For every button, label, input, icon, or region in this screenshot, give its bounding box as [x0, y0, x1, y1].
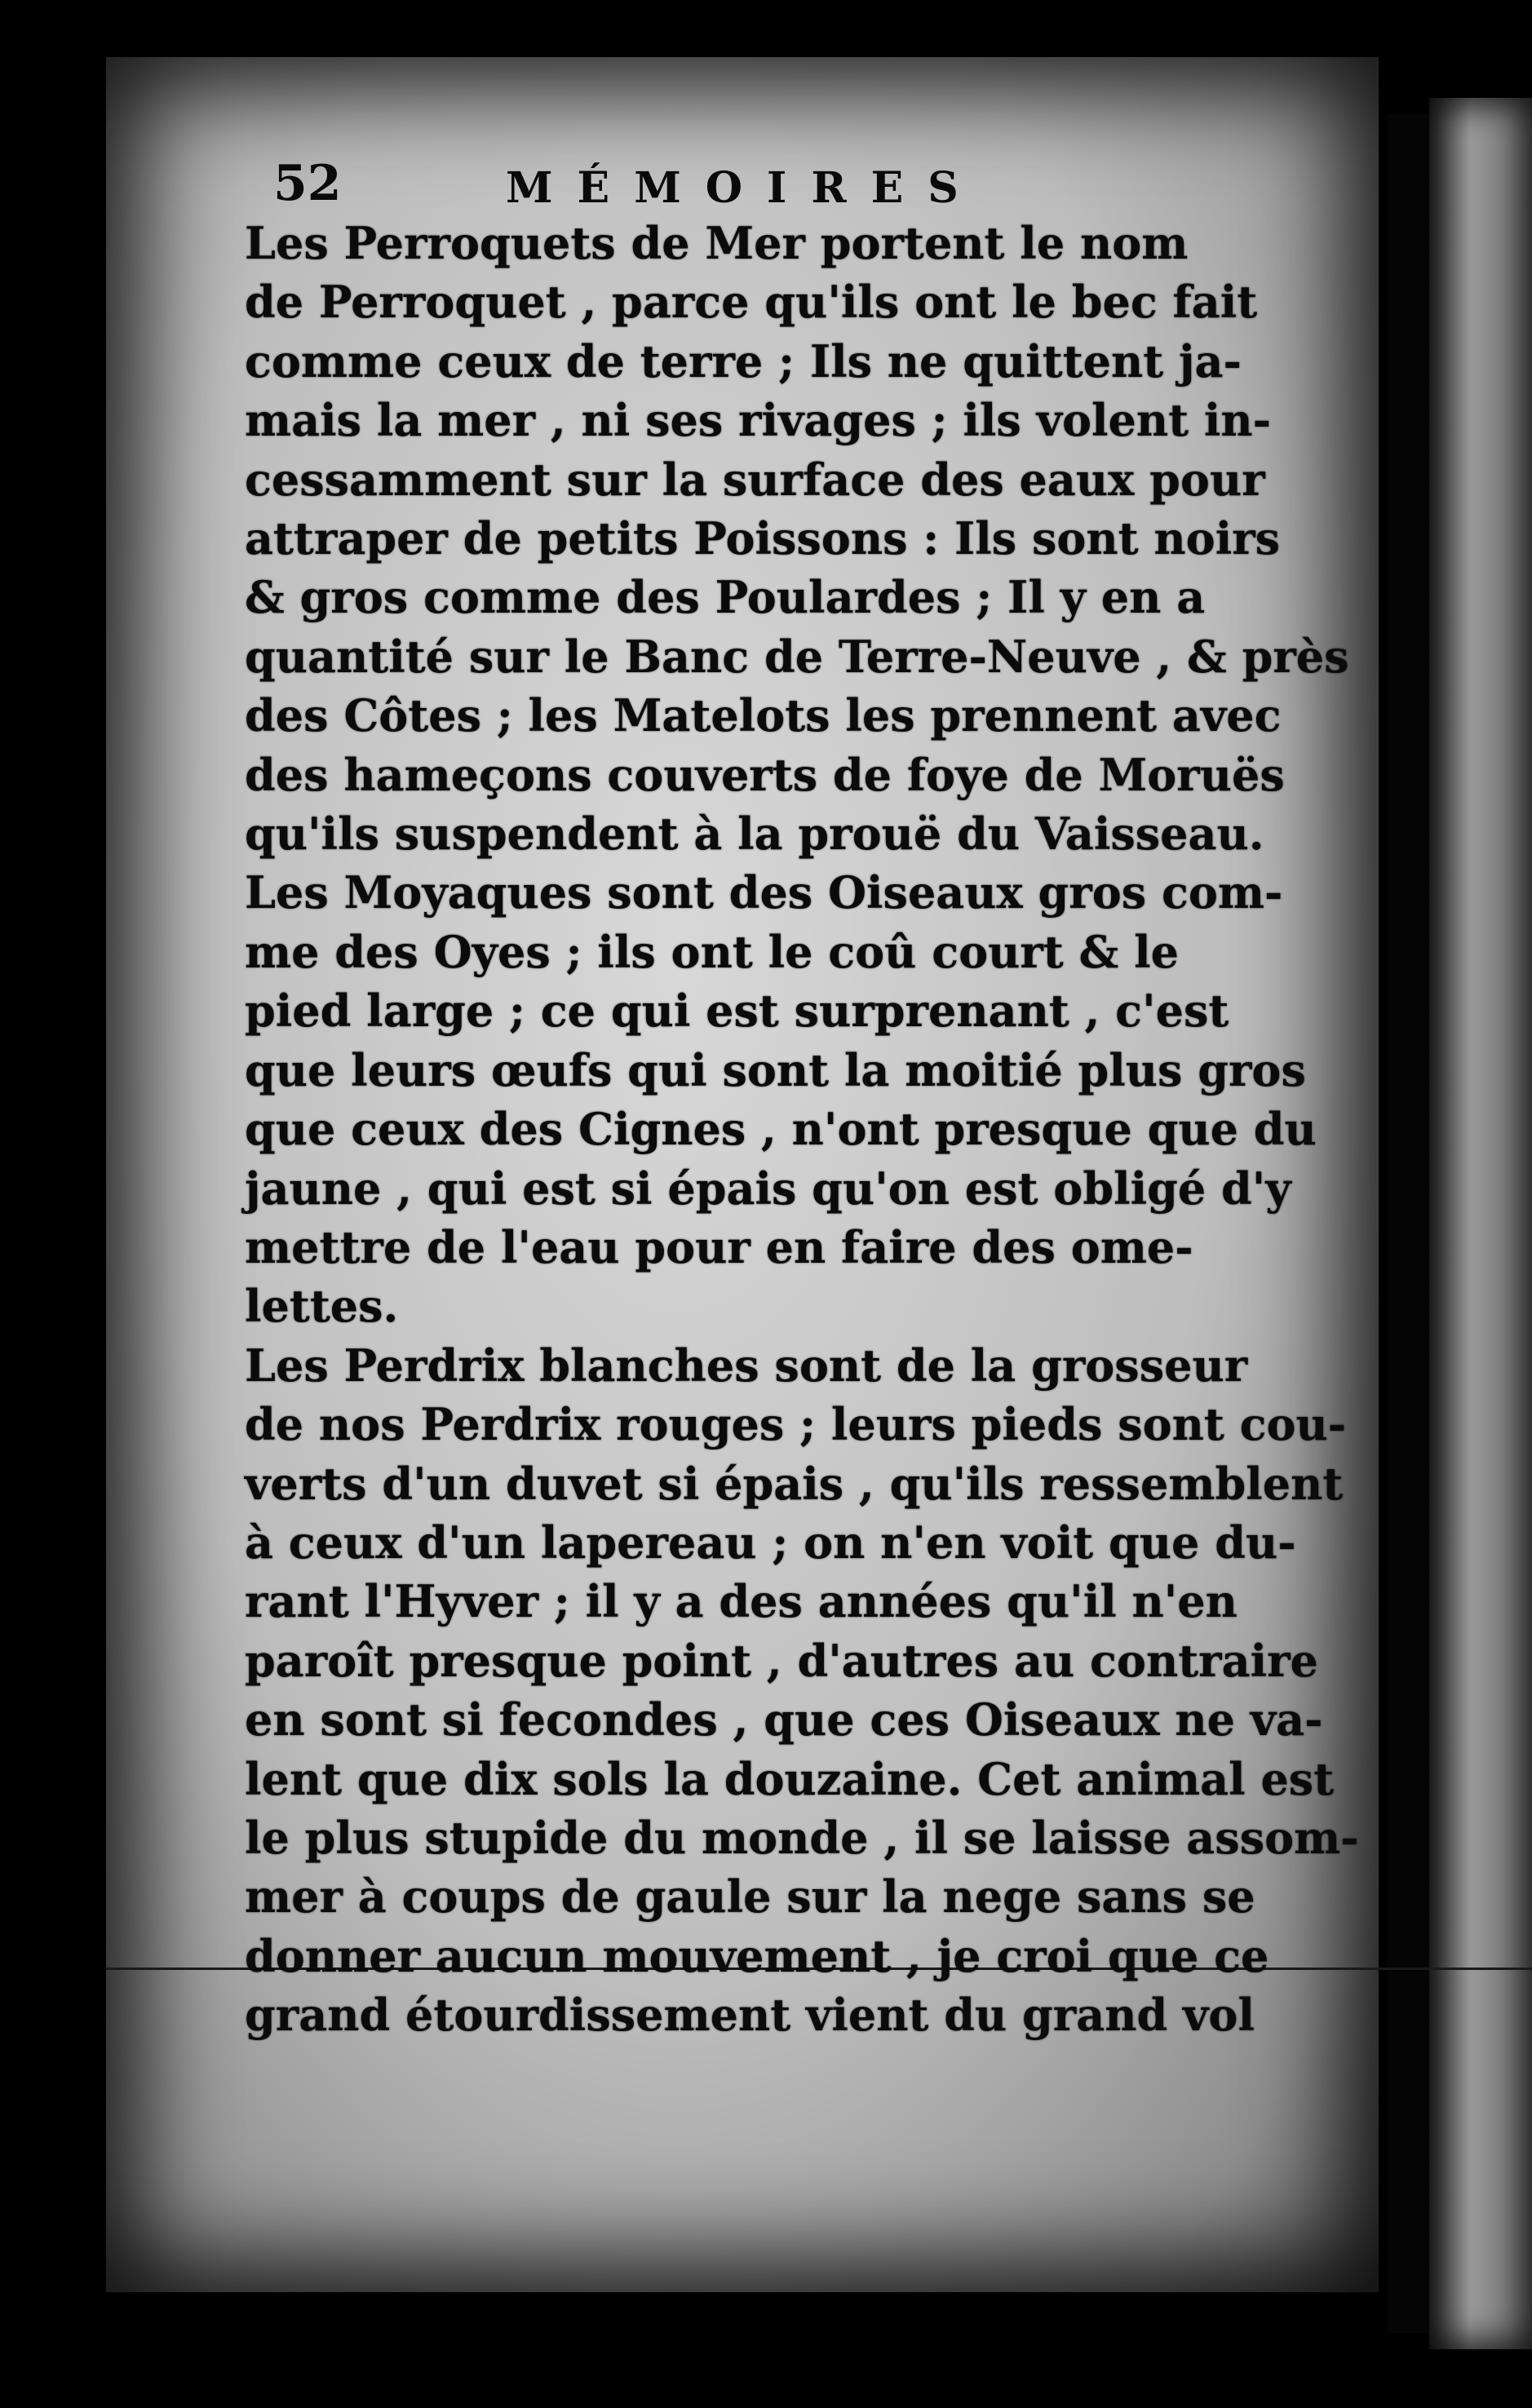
text-line: en sont si fecondes , que ces Oiseaux ne va- [245, 1693, 1323, 1746]
text-line: le plus stupide du monde , il se laisse assom- [245, 1811, 1359, 1864]
text-line: quantité sur le Banc de Terre-Neuve , & près [245, 630, 1349, 683]
text-line: & gros comme des Poulardes ; Il y en a [245, 571, 1206, 624]
text-line: rant l'Hyver ; il y a des années qu'il n'en [245, 1575, 1238, 1628]
text-line: que ceux des Cignes , n'ont presque que du [245, 1103, 1317, 1156]
text-line: lettes. [245, 1280, 399, 1333]
text-line: comme ceux de terre ; Ils ne quittent ja- [245, 334, 1242, 387]
text-line: Les Moyaques sont des Oiseaux gros com- [245, 866, 1283, 919]
text-line: Les Perroquets de Mer portent le nom [245, 217, 1189, 269]
text-line: que leurs œufs qui sont la moitié plus gros [245, 1043, 1306, 1096]
text-line: mettre de l'eau pour en faire des ome- [245, 1220, 1193, 1273]
text-line: à ceux d'un lapereau ; on n'en voit que du- [245, 1516, 1296, 1569]
running-head: MÉMOIRES [506, 163, 983, 213]
text-line: de nos Perdrix rouges ; leurs pieds sont cou- [245, 1398, 1347, 1451]
book-gutter [1387, 114, 1429, 2333]
body-text [245, 214, 1359, 2045]
text-line: pied large ; ce qui est surprenant , c'est [245, 985, 1229, 1038]
text-line: qu'ils suspendent à la prouë du Vaisseau. [245, 808, 1264, 861]
text-line: donner aucun mouvement , je croi que ce [245, 1929, 1269, 1982]
text-line: attraper de petits Poissons : Ils sont noirs [245, 512, 1281, 565]
text-line: lent que dix sols la douzaine. Cet animal est [245, 1752, 1335, 1805]
text-line: des hameçons couverts de foye de Moruës [245, 748, 1285, 801]
right-page-edge [1429, 98, 1532, 2349]
text-line: mer à coups de gaule sur la nege sans se [245, 1870, 1255, 1923]
text-line: des Côtes ; les Matelots les prennent avec [245, 689, 1282, 742]
text-line: mais la mer , ni ses rivages ; ils volent in- [245, 394, 1272, 447]
text-line: me des Oyes ; ils ont le coû court & le [245, 925, 1179, 978]
text-line: jaune , qui est si épais qu'on est obligé d'y [245, 1162, 1291, 1215]
text-line: cessamment sur la surface des eaux pour [245, 453, 1265, 506]
text-line: Les Perdrix blanches sont de la grosseur [245, 1339, 1248, 1392]
text-line: paroît presque point , d'autres au contraire [245, 1634, 1318, 1687]
text-line: verts d'un duvet si épais , qu'ils ressemblent [245, 1457, 1344, 1510]
text-line: grand étourdissement vient du grand vol [245, 1989, 1255, 2042]
text-line: de Perroquet , parce qu'ils ont le bec fait [245, 276, 1258, 329]
page-number: 52 [273, 155, 342, 212]
